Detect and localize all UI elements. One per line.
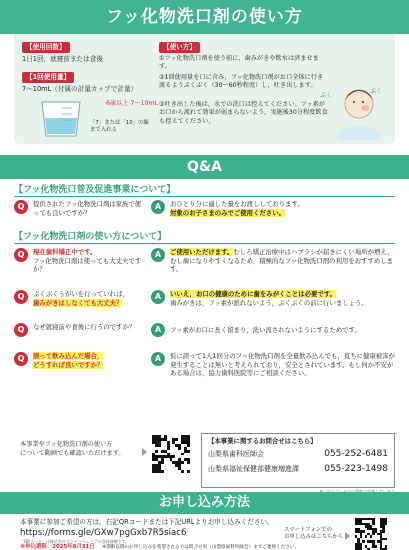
divider xyxy=(14,243,395,244)
q-badge: Q xyxy=(14,200,28,214)
question-line-1: ぶくぶくうがいを行っていれば， xyxy=(33,290,129,298)
qr-module xyxy=(360,535,362,537)
amount-tag: 【1回使用量】 xyxy=(22,72,74,83)
qr-module xyxy=(187,444,190,447)
qr-module xyxy=(158,444,161,447)
bubble-label-2: ぶく xyxy=(370,88,383,95)
age-note: 6歳以上 7～10mL xyxy=(106,100,158,107)
qa-item-orthodontics xyxy=(14,248,395,282)
answer-text xyxy=(170,248,395,274)
question-text xyxy=(33,248,143,274)
video-note xyxy=(20,440,125,459)
smartphone-note xyxy=(284,527,343,542)
qa-item-timing xyxy=(14,323,395,347)
video-note-line-1: 本事業やフッ化物洗口剤の使い方 xyxy=(20,441,113,448)
arrow-right-icon xyxy=(142,448,147,456)
smartphone-note-line-2: お申し込みはこちらから xyxy=(284,534,344,541)
arrow-right-icon xyxy=(345,532,350,540)
method-tag-wrap xyxy=(159,42,200,53)
qr-module xyxy=(382,530,384,532)
frequency-tag-wrap xyxy=(22,42,70,53)
step-3: ③吐き出した後は，水での洗口は控えてください。フッ素がお口から流れて効果が弱まらないよう，実施後30分程度飲食も控えてください。 xyxy=(159,101,328,125)
question-line-2: 歯みがきはしなくても大丈夫？ xyxy=(33,298,123,307)
contact-org-2: 山梨県福祉保健部健康増進課 xyxy=(208,465,299,473)
answer-line-1: おひとり分に適した量をお渡ししております。 xyxy=(170,200,304,208)
qa-item-family xyxy=(14,200,395,224)
a-badge: A xyxy=(151,323,165,337)
q-badge: Q xyxy=(14,290,28,304)
qr-module xyxy=(362,530,364,532)
q-badge: Q xyxy=(14,248,28,262)
qr-module xyxy=(161,470,164,473)
qr-module xyxy=(181,453,184,456)
apply-url[interactable]: https://forms.gle/GXw7pgGxb7R5siac6 xyxy=(20,528,187,538)
qr-module xyxy=(362,540,364,542)
usage-title: フッ化物洗口剤の使い方 xyxy=(106,7,303,27)
answer-text: フッ素がお口に長く留まり，洗い流されないようにするためです。 xyxy=(170,326,361,334)
qr-module xyxy=(187,470,190,473)
qa-header xyxy=(0,155,409,179)
answer-highlight: ご使用いただけます。 xyxy=(170,248,234,256)
answer-highlight: いいえ，お口の健康のために歯をみがくことは必要です。 xyxy=(170,290,337,298)
divider xyxy=(14,196,395,197)
apply-header xyxy=(0,492,409,514)
qr-module xyxy=(372,533,374,535)
question-text xyxy=(33,290,143,307)
question-text: 提供されたフッ化物洗口剤は家族で使っても良いですか？ xyxy=(33,200,142,217)
apply-qr-code[interactable] xyxy=(355,518,387,550)
deadline-label: ※申込期限： xyxy=(20,544,53,550)
deadline-date: 2025年8月31日 xyxy=(52,544,95,550)
answer-body: むしろ矯正治療中はハブラシが届きにくい場所が増え，むし歯になりやすくなるため，積極的なフッ化物洗口剤の利用をおすすめします。 xyxy=(170,248,394,274)
contact-title: 【本事業に関するお問合せはこちら】 xyxy=(208,437,317,445)
answer-highlight: 対象のお子さまのみでご使用ください。 xyxy=(170,208,286,217)
qr-module xyxy=(365,535,367,537)
qr-trademark-note: 「QRコード」は株式会社デンソーウェーブの登録商標です。 xyxy=(20,539,130,544)
usage-panel xyxy=(14,34,395,144)
step-2: ②1回使用量を口に含み，フッ化物洗口剤がお口全体に行き渡るようぶくぶく（30～60秒程度）し，吐き出します。 xyxy=(159,74,324,90)
usage-header xyxy=(0,0,409,34)
qa-category-usage: 【フッ化物洗口剤の使い方について】 xyxy=(14,232,167,242)
qr-module xyxy=(187,461,190,464)
contact-org-1: 山梨県歯科医師会 xyxy=(208,450,264,458)
q-badge: Q xyxy=(14,323,28,337)
answer-text xyxy=(170,290,395,307)
step-1: ①フッ化物洗口剤を使う前に，歯みがきや飲水は済ませます。 xyxy=(159,55,319,71)
question-line-1: 現在歯科矯正中です。 xyxy=(33,248,97,256)
a-badge: A xyxy=(151,290,165,304)
qr-module xyxy=(372,523,374,525)
qr-module xyxy=(175,438,178,441)
qr-module xyxy=(370,535,372,537)
qr-module xyxy=(167,447,170,450)
apply-title: お申し込み方法 xyxy=(158,495,250,510)
cup-note: 「7」または「10」の線まで入れる xyxy=(90,120,149,134)
amount-text: 7～10mL（付属の計量カップで計量） xyxy=(22,85,138,93)
qa-item-swallowing xyxy=(14,352,395,398)
answer-text xyxy=(170,200,395,217)
qr-module xyxy=(178,447,181,450)
video-qr-code[interactable] xyxy=(152,435,190,473)
question-line-2: フッ化物洗口剤は使っても大丈夫ですか？ xyxy=(33,256,142,274)
smartphone-note-line-1: スマートフォンでの xyxy=(284,527,332,533)
qr-module xyxy=(375,545,377,547)
qr-module xyxy=(181,470,184,473)
apply-lead: 本事業に参加ご希望の方は，右記QRコードまたは下記URLよりお申し込みください。 xyxy=(20,518,274,526)
video-note-line-2: について動画でも確認いただけます。 xyxy=(20,450,125,458)
qr-module xyxy=(172,455,175,458)
frequency-tag: 【使用回数】 xyxy=(22,42,70,53)
qa-title: Q&A xyxy=(187,159,222,175)
qr-module xyxy=(187,450,190,453)
a-badge: A xyxy=(151,200,165,214)
q-badge: Q xyxy=(14,352,28,366)
deadline-row xyxy=(20,545,299,550)
question-text xyxy=(33,352,143,369)
qr-module xyxy=(385,538,387,540)
method-tag: 【使い方】 xyxy=(159,42,200,53)
answer-body: 歯みがきは，フッ素が派れないよう，ぶくぶくの前に行いましょう。 xyxy=(170,298,368,307)
question-text: なぜ就寝前や食後に行うのですか？ xyxy=(33,323,136,331)
question-line-2: どうすれば良いですか？ xyxy=(33,360,104,369)
contact-box xyxy=(201,433,395,488)
qr-module xyxy=(155,450,158,453)
after-deadline-note: ※期限以降のお申し込みを希望される方は問合せ先（山梨県歯科医師会）までご連絡ください。 xyxy=(102,545,300,550)
a-badge: A xyxy=(151,352,165,366)
qr-module xyxy=(385,523,387,525)
frequency-text: 1日1回，就寝前または食後 xyxy=(22,55,103,63)
bubble-label-1: ぶく xyxy=(320,92,333,99)
a-badge: A xyxy=(151,248,165,262)
qr-module xyxy=(161,461,164,464)
qr-module xyxy=(181,461,184,464)
amount-tag-wrap xyxy=(22,72,74,83)
question-line-1: 誤って飲み込んだ場合， xyxy=(33,352,104,360)
measuring-cup-icon xyxy=(36,98,86,140)
answer-text: 仮に誤って1人1回分のフッ化物洗口剤を全量飲み込んでも，直ちに健康被害が発生することは無いと考えられており，安全とされています。もし何か不安がある場合は，協力歯科医院等にご相談ください。 xyxy=(170,352,395,378)
contact-tel-2[interactable]: 055-223-1498 xyxy=(324,464,388,474)
qa-item-brushing xyxy=(14,290,395,318)
contact-tel-1[interactable]: 055-252-6481 xyxy=(324,449,388,459)
qa-category-program: 【フッ化物洗口普及促進事業について】 xyxy=(14,185,176,195)
